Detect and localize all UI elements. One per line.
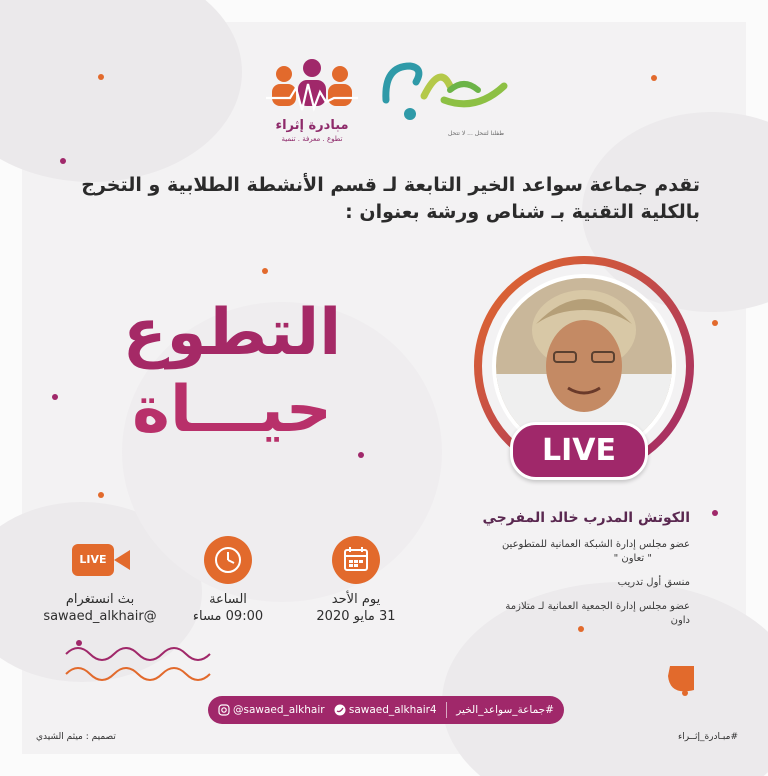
decorative-dot <box>52 394 58 400</box>
background-shape <box>0 0 242 182</box>
decorative-dot <box>712 320 718 326</box>
group-logo-mark <box>380 56 512 128</box>
live-camera-icon <box>70 536 130 584</box>
decorative-dot <box>712 510 718 516</box>
broadcast-handle: @sawaed_alkhair <box>43 609 157 624</box>
headline-line-2: بالكلية التقنية بـ شناص ورشة بعنوان : <box>345 201 700 223</box>
decorative-dot <box>262 268 268 274</box>
twitter-icon <box>334 704 346 716</box>
hashtag-link[interactable] <box>456 704 554 716</box>
initiative-name: مبادرة إثراء <box>275 118 349 133</box>
live-badge: LIVE <box>510 422 648 480</box>
footer-hashtag: #مبـادرة_إثــراء <box>677 732 738 742</box>
decorative-wave <box>64 640 214 686</box>
initiative-tagline: تطوع . معرفة . تنمية <box>281 135 343 143</box>
decorative-dot <box>60 158 66 164</box>
trainer-role-1b: " تعاون " <box>613 553 652 564</box>
group-tagline: طفلنا لتنحل ... لا تتحل <box>448 130 504 137</box>
workshop-title-line-2: حيـــاة <box>132 373 332 447</box>
instagram-icon <box>218 704 230 716</box>
headline-line-1: تقدم جماعة سواعد الخير التابعة لـ قسم الأنشطة الطلابية و التخرج <box>81 174 700 196</box>
instagram-link[interactable] <box>218 704 325 716</box>
workshop-title <box>92 296 372 450</box>
decorative-shape <box>664 662 698 696</box>
decorative-dot <box>651 75 657 81</box>
headline <box>60 172 700 226</box>
trainer-role-2: منسق أول تدريب <box>617 577 690 588</box>
event-time <box>168 536 288 624</box>
decorative-dot <box>98 492 104 498</box>
live-camera-label: LIVE <box>72 544 114 576</box>
twitter-link[interactable] <box>334 704 437 716</box>
divider <box>446 702 447 718</box>
design-credit: تصميم : ميثم الشيدي <box>36 732 116 742</box>
clock-icon <box>204 536 252 584</box>
trainer-role-3b: داون <box>670 615 690 626</box>
calendar-icon <box>332 536 380 584</box>
broadcast-label: بث انستغرام <box>65 592 135 607</box>
event-broadcast <box>30 536 170 624</box>
trainer-role-3: عضو مجلس إدارة الجمعية العمانية لـ متلازمة <box>505 601 690 612</box>
decorative-dot <box>98 74 104 80</box>
event-time-label: الساعة <box>209 592 247 607</box>
group-logo <box>380 56 512 144</box>
event-date <box>296 536 416 624</box>
initiative-logo <box>258 58 366 148</box>
event-day: يوم الأحد <box>331 592 381 607</box>
trainer-role-1: عضو مجلس إدارة الشبكة العمانية للمتطوعين <box>501 539 690 550</box>
workshop-title-line-1: التطوع <box>122 296 342 370</box>
twitter-handle: sawaed_alkhair4 <box>348 704 437 716</box>
trainer-name: الكوتش المدرب خالد المفرجي <box>482 510 690 526</box>
event-time-value: 09:00 مساء <box>192 609 264 624</box>
hashtag-text: #جماعة_سواعد_الخير <box>456 704 554 716</box>
instagram-handle: @sawaed_alkhair <box>233 704 325 716</box>
decorative-dot <box>358 452 364 458</box>
people-icon <box>264 58 360 116</box>
event-date-value: 31 مايو 2020 <box>316 609 396 624</box>
social-bar <box>208 696 564 724</box>
